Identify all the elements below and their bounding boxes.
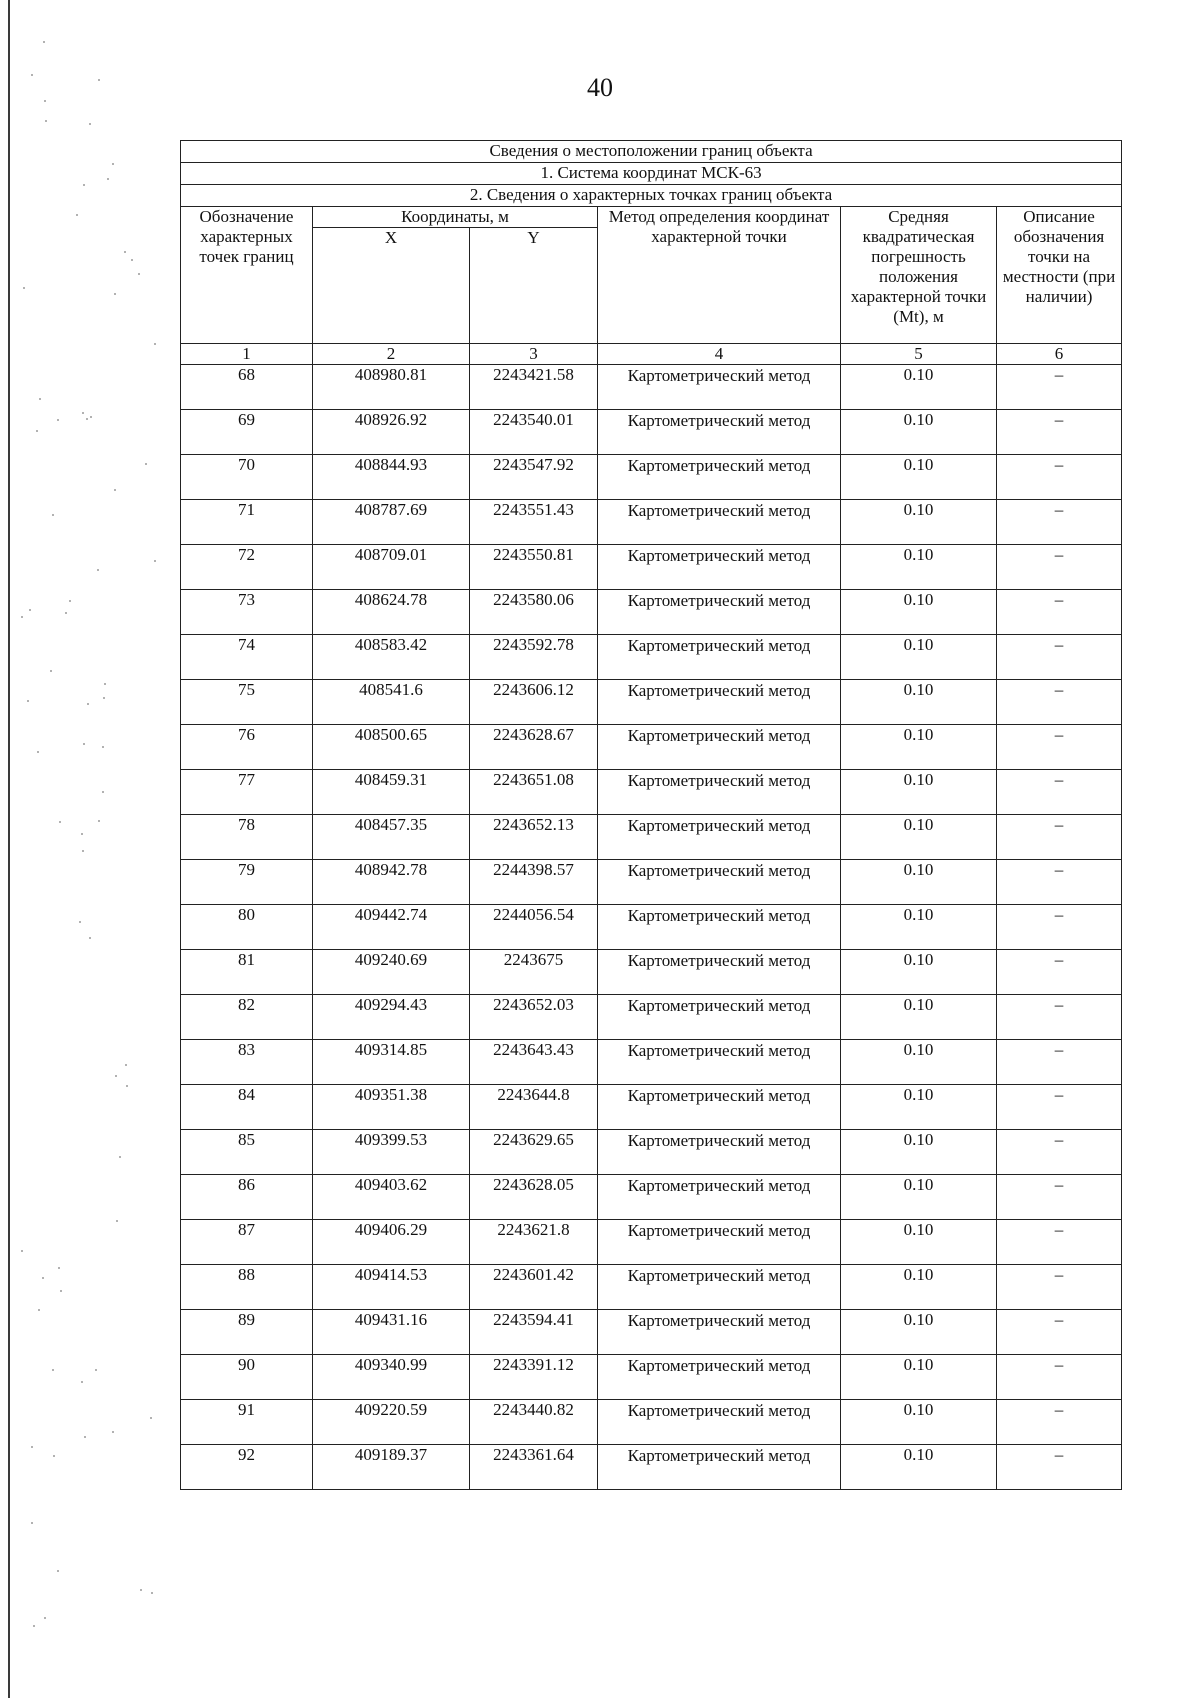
header-description: Описание обозначения точки на местности (при наличии): [997, 207, 1122, 344]
accuracy-cell: 0.10: [841, 950, 997, 995]
table-row: [181, 1265, 1122, 1310]
y-coordinate-cell: 2243601.42: [470, 1265, 598, 1310]
point-cell: 90: [181, 1355, 313, 1400]
table-row: [181, 1130, 1122, 1175]
scan-speck: [102, 791, 104, 793]
scan-speck: [81, 833, 83, 835]
x-coordinate-cell: 408541.6: [313, 680, 470, 725]
accuracy-cell: 0.10: [841, 455, 997, 500]
point-cell: 85: [181, 1130, 313, 1175]
point-cell: 68: [181, 365, 313, 410]
scan-speck: [60, 1290, 62, 1292]
header-x: X: [313, 228, 470, 344]
points-section-row: [181, 185, 1122, 207]
scan-speck: [104, 683, 106, 685]
scan-speck: [116, 1220, 118, 1222]
scan-speck: [119, 1156, 121, 1158]
table-row: [181, 455, 1122, 500]
scan-speck: [89, 123, 91, 125]
x-coordinate-cell: 409189.37: [313, 1445, 470, 1490]
scan-speck: [107, 178, 109, 180]
x-coordinate-cell: 408926.92: [313, 410, 470, 455]
table-title: Сведения о местоположении границ объекта: [181, 141, 1122, 163]
method-cell: Картометрический метод: [598, 365, 841, 410]
description-cell: –: [997, 1085, 1122, 1130]
description-cell: –: [997, 410, 1122, 455]
header-accuracy: Средняя квадратическая погрешность положения характерной точки (Mt), м: [841, 207, 997, 344]
accuracy-cell: 0.10: [841, 725, 997, 770]
x-coordinate-cell: 409340.99: [313, 1355, 470, 1400]
x-coordinate-cell: 408709.01: [313, 545, 470, 590]
point-cell: 86: [181, 1175, 313, 1220]
scan-speck: [125, 1064, 127, 1066]
column-number: 2: [313, 344, 470, 365]
accuracy-cell: 0.10: [841, 590, 997, 635]
scan-speck: [84, 1436, 86, 1438]
scan-speck: [98, 820, 100, 822]
description-cell: –: [997, 455, 1122, 500]
scan-speck: [87, 703, 89, 705]
point-cell: 82: [181, 995, 313, 1040]
table-row: [181, 1040, 1122, 1085]
accuracy-cell: 0.10: [841, 1085, 997, 1130]
scan-speck: [23, 287, 25, 289]
scan-speck: [138, 273, 140, 275]
x-coordinate-cell: 408942.78: [313, 860, 470, 905]
accuracy-cell: 0.10: [841, 1220, 997, 1265]
x-coordinate-cell: 409240.69: [313, 950, 470, 995]
description-cell: –: [997, 995, 1122, 1040]
column-number-row: [181, 344, 1122, 365]
y-coordinate-cell: 2243644.8: [470, 1085, 598, 1130]
point-cell: 92: [181, 1445, 313, 1490]
y-coordinate-cell: 2243675: [470, 950, 598, 995]
point-cell: 89: [181, 1310, 313, 1355]
method-cell: Картометрический метод: [598, 770, 841, 815]
scan-speck: [45, 120, 47, 122]
method-cell: Картометрический метод: [598, 860, 841, 905]
table-row: [181, 365, 1122, 410]
method-cell: Картометрический метод: [598, 815, 841, 860]
accuracy-cell: 0.10: [841, 1130, 997, 1175]
scan-speck: [151, 1592, 153, 1594]
accuracy-cell: 0.10: [841, 635, 997, 680]
description-cell: –: [997, 545, 1122, 590]
scan-speck: [42, 1277, 44, 1279]
point-cell: 79: [181, 860, 313, 905]
scan-speck: [114, 489, 116, 491]
accuracy-cell: 0.10: [841, 1040, 997, 1085]
method-cell: Картометрический метод: [598, 455, 841, 500]
scan-speck: [31, 1522, 33, 1524]
description-cell: –: [997, 815, 1122, 860]
y-coordinate-cell: 2243580.06: [470, 590, 598, 635]
scan-speck: [89, 937, 91, 939]
point-cell: 81: [181, 950, 313, 995]
x-coordinate-cell: 409314.85: [313, 1040, 470, 1085]
accuracy-cell: 0.10: [841, 545, 997, 590]
y-coordinate-cell: 2243550.81: [470, 545, 598, 590]
description-cell: –: [997, 770, 1122, 815]
accuracy-cell: 0.10: [841, 410, 997, 455]
accuracy-cell: 0.10: [841, 680, 997, 725]
table-row: [181, 770, 1122, 815]
scan-speck: [81, 1381, 83, 1383]
scan-speck: [103, 697, 105, 699]
scan-speck: [39, 398, 41, 400]
method-cell: Картометрический метод: [598, 1355, 841, 1400]
scan-speck: [154, 343, 156, 345]
scan-speck: [21, 1250, 23, 1252]
scan-speck: [43, 41, 45, 43]
x-coordinate-cell: 409406.29: [313, 1220, 470, 1265]
scan-speck: [36, 430, 38, 432]
method-cell: Картометрический метод: [598, 680, 841, 725]
scan-speck: [82, 412, 84, 414]
method-cell: Картометрический метод: [598, 545, 841, 590]
scan-speck: [150, 1417, 152, 1419]
accuracy-cell: 0.10: [841, 860, 997, 905]
method-cell: Картометрический метод: [598, 725, 841, 770]
description-cell: –: [997, 1040, 1122, 1085]
scan-speck: [131, 259, 133, 261]
y-coordinate-cell: 2243361.64: [470, 1445, 598, 1490]
y-coordinate-cell: 2244398.57: [470, 860, 598, 905]
point-cell: 76: [181, 725, 313, 770]
scan-speck: [95, 1369, 97, 1371]
point-cell: 77: [181, 770, 313, 815]
accuracy-cell: 0.10: [841, 365, 997, 410]
accuracy-cell: 0.10: [841, 500, 997, 545]
scan-speck: [69, 600, 71, 602]
y-coordinate-cell: 2243592.78: [470, 635, 598, 680]
page-number: 40: [587, 73, 613, 102]
point-cell: 72: [181, 545, 313, 590]
y-coordinate-cell: 2243540.01: [470, 410, 598, 455]
point-cell: 87: [181, 1220, 313, 1265]
scan-speck: [83, 743, 85, 745]
description-cell: –: [997, 365, 1122, 410]
table-row: [181, 860, 1122, 905]
description-cell: –: [997, 1355, 1122, 1400]
description-cell: –: [997, 1175, 1122, 1220]
table-row: [181, 995, 1122, 1040]
point-cell: 73: [181, 590, 313, 635]
method-cell: Картометрический метод: [598, 1130, 841, 1175]
column-number: 3: [470, 344, 598, 365]
x-coordinate-cell: 409351.38: [313, 1085, 470, 1130]
scan-speck: [31, 1446, 33, 1448]
point-cell: 88: [181, 1265, 313, 1310]
scan-speck: [27, 700, 29, 702]
x-coordinate-cell: 408583.42: [313, 635, 470, 680]
scan-speck: [44, 1617, 46, 1619]
description-cell: –: [997, 590, 1122, 635]
method-cell: Картометрический метод: [598, 950, 841, 995]
method-cell: Картометрический метод: [598, 995, 841, 1040]
x-coordinate-cell: 408457.35: [313, 815, 470, 860]
y-coordinate-cell: 2243551.43: [470, 500, 598, 545]
scan-speck: [44, 100, 46, 102]
accuracy-cell: 0.10: [841, 815, 997, 860]
y-coordinate-cell: 2243652.13: [470, 815, 598, 860]
accuracy-cell: 0.10: [841, 1445, 997, 1490]
method-cell: Картометрический метод: [598, 1085, 841, 1130]
description-cell: –: [997, 1310, 1122, 1355]
accuracy-cell: 0.10: [841, 995, 997, 1040]
point-cell: 83: [181, 1040, 313, 1085]
y-coordinate-cell: 2243628.05: [470, 1175, 598, 1220]
column-number: 6: [997, 344, 1122, 365]
method-cell: Картометрический метод: [598, 1040, 841, 1085]
scan-speck: [154, 560, 156, 562]
description-cell: –: [997, 1220, 1122, 1265]
header-y: Y: [470, 228, 598, 344]
points-section-label: 2. Сведения о характерных точках границ объекта: [181, 185, 1122, 207]
scan-speck: [76, 214, 78, 216]
point-cell: 80: [181, 905, 313, 950]
scan-speck: [112, 1431, 114, 1433]
scan-speck: [102, 746, 104, 748]
method-cell: Картометрический метод: [598, 1175, 841, 1220]
header-point-designation: Обозначение характерных точек границ: [181, 207, 313, 344]
y-coordinate-cell: 2243547.92: [470, 455, 598, 500]
y-coordinate-cell: 2243440.82: [470, 1400, 598, 1445]
scan-speck: [59, 821, 61, 823]
x-coordinate-cell: 408980.81: [313, 365, 470, 410]
scan-speck: [37, 751, 39, 753]
point-cell: 84: [181, 1085, 313, 1130]
page-margin-rule: [8, 0, 10, 1698]
description-cell: –: [997, 725, 1122, 770]
y-coordinate-cell: 2243629.65: [470, 1130, 598, 1175]
coordinate-system-label: 1. Система координат МСК-63: [181, 163, 1122, 185]
y-coordinate-cell: 2243391.12: [470, 1355, 598, 1400]
y-coordinate-cell: 2244056.54: [470, 905, 598, 950]
y-coordinate-cell: 2243652.03: [470, 995, 598, 1040]
accuracy-cell: 0.10: [841, 1265, 997, 1310]
scan-speck: [53, 1455, 55, 1457]
x-coordinate-cell: 408624.78: [313, 590, 470, 635]
point-cell: 74: [181, 635, 313, 680]
y-coordinate-cell: 2243421.58: [470, 365, 598, 410]
table-row: [181, 725, 1122, 770]
x-coordinate-cell: 408459.31: [313, 770, 470, 815]
description-cell: –: [997, 635, 1122, 680]
description-cell: –: [997, 905, 1122, 950]
point-cell: 75: [181, 680, 313, 725]
scan-speck: [57, 1570, 59, 1572]
coordinate-system-row: [181, 163, 1122, 185]
accuracy-cell: 0.10: [841, 770, 997, 815]
x-coordinate-cell: 409442.74: [313, 905, 470, 950]
table-row: [181, 815, 1122, 860]
point-cell: 71: [181, 500, 313, 545]
x-coordinate-cell: 409294.43: [313, 995, 470, 1040]
y-coordinate-cell: 2243628.67: [470, 725, 598, 770]
x-coordinate-cell: 409403.62: [313, 1175, 470, 1220]
scan-speck: [58, 1267, 60, 1269]
scan-speck: [52, 514, 54, 516]
point-cell: 78: [181, 815, 313, 860]
scan-speck: [86, 418, 88, 420]
scan-speck: [115, 1075, 117, 1077]
point-cell: 91: [181, 1400, 313, 1445]
description-cell: –: [997, 950, 1122, 995]
x-coordinate-cell: 409414.53: [313, 1265, 470, 1310]
scan-speck: [126, 1085, 128, 1087]
column-number: 5: [841, 344, 997, 365]
boundary-points-table: [180, 140, 1122, 1490]
table-row: [181, 1445, 1122, 1490]
description-cell: –: [997, 1445, 1122, 1490]
scan-speck: [124, 251, 126, 253]
scan-speck: [33, 1625, 35, 1627]
table-row: [181, 545, 1122, 590]
scan-speck: [79, 921, 81, 923]
method-cell: Картометрический метод: [598, 635, 841, 680]
point-cell: 70: [181, 455, 313, 500]
method-cell: Картометрический метод: [598, 590, 841, 635]
x-coordinate-cell: 409220.59: [313, 1400, 470, 1445]
description-cell: –: [997, 500, 1122, 545]
table-row: [181, 410, 1122, 455]
scan-speck: [83, 184, 85, 186]
x-coordinate-cell: 408844.93: [313, 455, 470, 500]
table-row: [181, 1175, 1122, 1220]
y-coordinate-cell: 2243606.12: [470, 680, 598, 725]
scan-speck: [140, 1589, 142, 1591]
scan-speck: [82, 850, 84, 852]
x-coordinate-cell: 409399.53: [313, 1130, 470, 1175]
header-row-top: [181, 207, 1122, 228]
column-number: 1: [181, 344, 313, 365]
scan-speck: [29, 609, 31, 611]
method-cell: Картометрический метод: [598, 1400, 841, 1445]
scan-speck: [52, 1369, 54, 1371]
table-row: [181, 500, 1122, 545]
scan-speck: [38, 1309, 40, 1311]
table-row: [181, 1220, 1122, 1265]
scan-speck: [97, 569, 99, 571]
table-row: [181, 680, 1122, 725]
scan-speck: [90, 416, 92, 418]
table-row: [181, 1355, 1122, 1400]
table-title-row: [181, 141, 1122, 163]
method-cell: Картометрический метод: [598, 410, 841, 455]
y-coordinate-cell: 2243651.08: [470, 770, 598, 815]
accuracy-cell: 0.10: [841, 1175, 997, 1220]
table-row: [181, 950, 1122, 995]
description-cell: –: [997, 1130, 1122, 1175]
table-row: [181, 635, 1122, 680]
header-method: Метод определения координат характерной точки: [598, 207, 841, 344]
method-cell: Картометрический метод: [598, 500, 841, 545]
method-cell: Картометрический метод: [598, 1220, 841, 1265]
header-coordinates: Координаты, м: [313, 207, 598, 228]
table-row: [181, 905, 1122, 950]
accuracy-cell: 0.10: [841, 1400, 997, 1445]
method-cell: Картометрический метод: [598, 905, 841, 950]
accuracy-cell: 0.10: [841, 1310, 997, 1355]
method-cell: Картометрический метод: [598, 1445, 841, 1490]
table-row: [181, 1085, 1122, 1130]
x-coordinate-cell: 409431.16: [313, 1310, 470, 1355]
y-coordinate-cell: 2243643.43: [470, 1040, 598, 1085]
description-cell: –: [997, 1400, 1122, 1445]
description-cell: –: [997, 860, 1122, 905]
scan-speck: [114, 293, 116, 295]
method-cell: Картометрический метод: [598, 1310, 841, 1355]
method-cell: Картометрический метод: [598, 1265, 841, 1310]
description-cell: –: [997, 1265, 1122, 1310]
accuracy-cell: 0.10: [841, 1355, 997, 1400]
scan-speck: [21, 616, 23, 618]
accuracy-cell: 0.10: [841, 905, 997, 950]
table-row: [181, 590, 1122, 635]
y-coordinate-cell: 2243621.8: [470, 1220, 598, 1265]
description-cell: –: [997, 680, 1122, 725]
column-number: 4: [598, 344, 841, 365]
point-cell: 69: [181, 410, 313, 455]
scan-speck: [98, 79, 100, 81]
scan-speck: [57, 419, 59, 421]
y-coordinate-cell: 2243594.41: [470, 1310, 598, 1355]
x-coordinate-cell: 408787.69: [313, 500, 470, 545]
table-row: [181, 1310, 1122, 1355]
scan-speck: [50, 670, 52, 672]
x-coordinate-cell: 408500.65: [313, 725, 470, 770]
scan-speck: [145, 463, 147, 465]
scan-speck: [65, 612, 67, 614]
table-row: [181, 1400, 1122, 1445]
scan-speck: [112, 163, 114, 165]
